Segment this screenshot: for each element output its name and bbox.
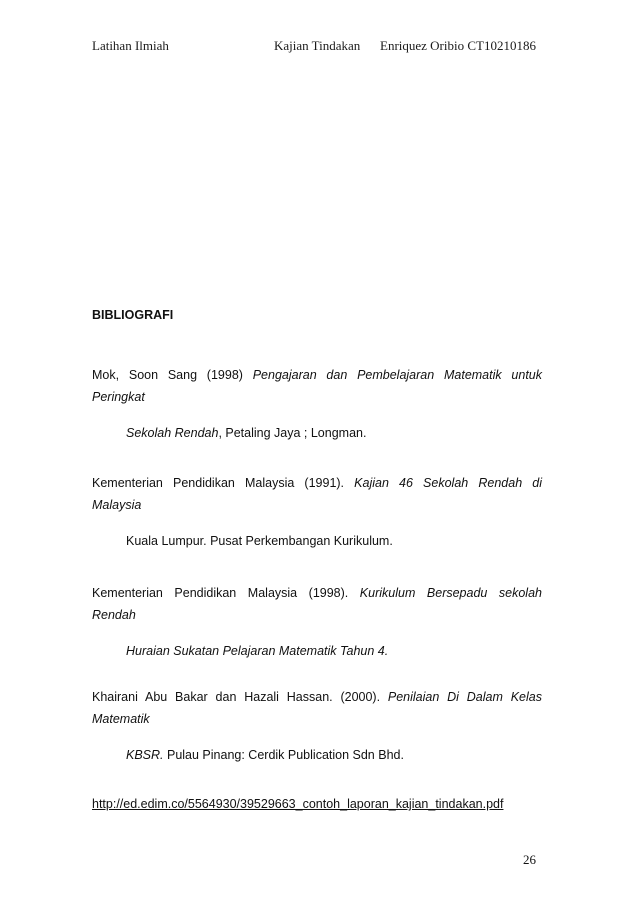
page-header — [92, 38, 542, 58]
reference-title-continued: Matematik — [92, 712, 150, 726]
reference-entry-4 — [92, 686, 542, 766]
reference-first-line — [92, 686, 542, 708]
reference-title: Penilaian Di Dalam Kelas — [387, 690, 542, 704]
reference-title: Pengajaran dan Pembelajaran Matematik untuk — [252, 368, 542, 382]
reference-author: Khairani Abu Bakar dan Hazali Hassan. (2000). — [92, 690, 388, 704]
reference-title-continued: Malaysia — [92, 498, 142, 512]
reference-title-continued: Rendah — [92, 608, 136, 622]
header-left-text: Latihan Ilmiah — [92, 38, 169, 53]
reference-title: Kajian 46 Sekolah Rendah di — [354, 476, 542, 490]
reference-author: Kementerian Pendidikan Malaysia (1998). — [92, 586, 360, 600]
page-number: 26 — [523, 852, 536, 867]
reference-first-line — [92, 472, 542, 494]
reference-first-line — [92, 582, 542, 604]
reference-publisher: Pulau Pinang: Cerdik Publication Sdn Bhd. — [163, 748, 404, 762]
reference-url-link[interactable]: http://ed.edim.co/5564930/39529663_contoh_laporan_kajian_tindakan.pdf — [92, 797, 504, 811]
reference-title-continued: Peringkat — [92, 390, 145, 404]
reference-publisher-italic: Sekolah Rendah — [126, 426, 219, 440]
header-right-text: Enriquez Oribio CT10210186 — [380, 38, 536, 53]
reference-publisher-line — [92, 744, 542, 766]
reference-first-line — [92, 364, 542, 386]
reference-entry-1 — [92, 364, 542, 444]
reference-publisher: Kuala Lumpur. Pusat Perkembangan Kurikulum. — [126, 534, 393, 548]
reference-publisher-line — [92, 640, 542, 662]
reference-entry-3 — [92, 582, 542, 662]
section-title: BIBLIOGRAFI — [92, 308, 174, 322]
reference-author: Kementerian Pendidikan Malaysia (1991). — [92, 476, 355, 490]
reference-publisher-line — [92, 422, 542, 444]
reference-title: Kurikulum Bersepadu sekolah — [359, 586, 542, 600]
reference-publisher-line — [92, 530, 542, 552]
reference-author: Mok, Soon Sang (1998) — [92, 368, 253, 382]
reference-publisher-italic: KBSR. — [126, 748, 164, 762]
reference-entry-2 — [92, 472, 542, 552]
reference-publisher-italic: Huraian Sukatan Pelajaran Matematik Tahun 4. — [126, 644, 389, 658]
header-middle-text: Kajian Tindakan — [274, 38, 361, 53]
reference-publisher: , Petaling Jaya ; Longman. — [218, 426, 367, 440]
